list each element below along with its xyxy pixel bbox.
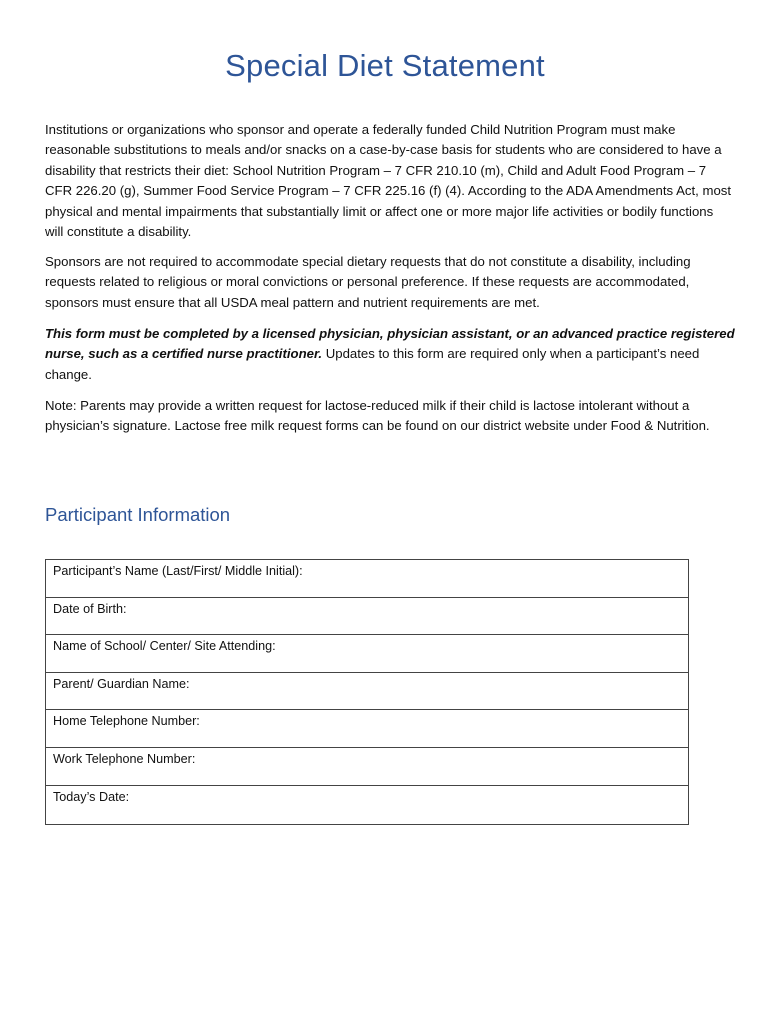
home-telephone-field[interactable] (46, 710, 688, 748)
form-requirement-note: Updates to this form are required only when a participant’s need change. (45, 346, 700, 382)
guardian-name-field[interactable] (46, 673, 688, 711)
school-name-field[interactable] (46, 635, 688, 673)
field-label: Today’s Date: (53, 789, 130, 804)
field-label: Parent/ Guardian Name: (53, 676, 190, 691)
page-title: Special Diet Statement (225, 48, 545, 83)
participant-name-field[interactable] (46, 560, 688, 598)
todays-date-field[interactable] (46, 786, 688, 825)
form-requirement-emphasis: This form must be completed by a licensed physician, physician assistant, or an advanced practice registered nurse, such as a certified nurse practitioner. (45, 326, 735, 362)
lactose-note-paragraph: Note: Parents may provide a written request for lactose-reduced milk if their child is lactose intolerant without a physician’s signature. Lactose free milk request forms can be found on our district website under Food & Nutrition. (45, 398, 710, 434)
participant-form-table (45, 559, 689, 825)
participant-information-heading: Participant Information (45, 504, 231, 525)
work-telephone-field[interactable] (46, 748, 688, 786)
field-label: Home Telephone Number: (53, 714, 200, 729)
date-of-birth-field[interactable] (46, 598, 688, 636)
form-requirement-paragraph (45, 324, 735, 385)
field-label: Work Telephone Number: (53, 751, 196, 766)
intro-paragraph: Institutions or organizations who sponsor and operate a federally funded Child Nutrition Program must make reasonable substitutions to meals and/or snacks on a case-by-case basis for students who are considered to have a disability that restricts their diet: School Nutrition Program – 7 CFR 210.10 (m), Child and Adult Food Program – 7 CFR 226.20 (g), Summer Food Service Program – 7 CFR 225.16 (f) (4). According to the ADA Amendments Act, most physical and mental impairments that substantially limit or affect one or more major life activities or bodily functions will constitute a disability. (45, 122, 732, 240)
sponsors-paragraph: Sponsors are not required to accommodate special dietary requests that do not constitute a disability, including requests related to religious or moral convictions or personal preference. If these requests are accommodated, sponsors must ensure that all USDA meal pattern and nutrient requirements are met. (45, 254, 691, 310)
field-label: Name of School/ Center/ Site Attending: (53, 639, 276, 654)
field-label: Participant’s Name (Last/First/ Middle Initial): (53, 564, 303, 578)
field-label: Date of Birth: (53, 601, 127, 616)
